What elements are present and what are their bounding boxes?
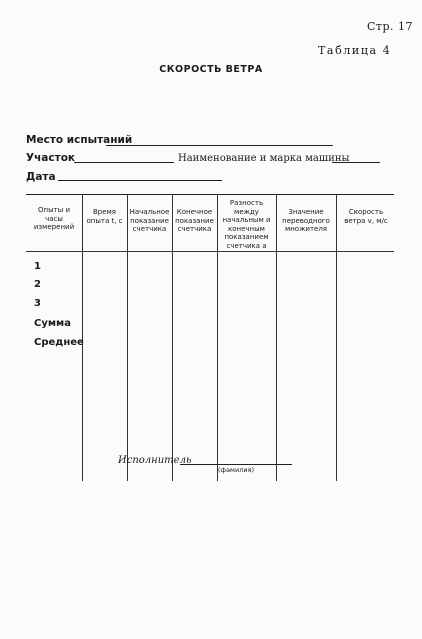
column-header-time: Время опыта t, с: [86, 208, 123, 225]
column-header-speed: Скорость ветра v, м/с: [344, 208, 388, 225]
site-line: [74, 162, 174, 163]
date-label: Дата: [26, 171, 56, 183]
row-label: Сумма: [34, 318, 71, 329]
column-divider: [172, 194, 173, 481]
row-label: 1: [34, 261, 41, 272]
machine-line: [332, 162, 380, 163]
column-header-final: Конечное показание счетчика: [175, 208, 214, 233]
machine-label: Наименование и марка машины: [178, 153, 350, 164]
row-label: 3: [34, 298, 41, 309]
page-title: СКОРОСТЬ ВЕТРА: [159, 64, 263, 75]
row-label: 2: [34, 279, 41, 290]
column-divider: [276, 194, 277, 481]
page-number: Стр. 17: [367, 20, 414, 33]
column-header-initial: Начальное показание счетчика: [129, 208, 170, 233]
column-header-multiplier: Значение переводного множителя: [282, 208, 330, 233]
place-label: Место испытаний: [26, 134, 133, 146]
place-line: [106, 145, 333, 146]
column-divider: [336, 194, 337, 481]
signature-caption: (фамилия): [217, 466, 255, 474]
row-label: Среднее: [34, 337, 84, 348]
column-divider: [217, 194, 218, 481]
executor-label: Исполнитель: [118, 455, 192, 466]
date-line: [58, 180, 222, 181]
column-divider: [127, 194, 128, 481]
column-header-difference: Разность между начальным и конечным показанием счетчика a: [222, 199, 271, 250]
signature-line: [180, 464, 292, 465]
column-header-trials: Опыты и часы измерений: [33, 206, 75, 231]
site-label: Участок: [26, 152, 76, 164]
table-number: Таблица 4: [318, 44, 392, 57]
